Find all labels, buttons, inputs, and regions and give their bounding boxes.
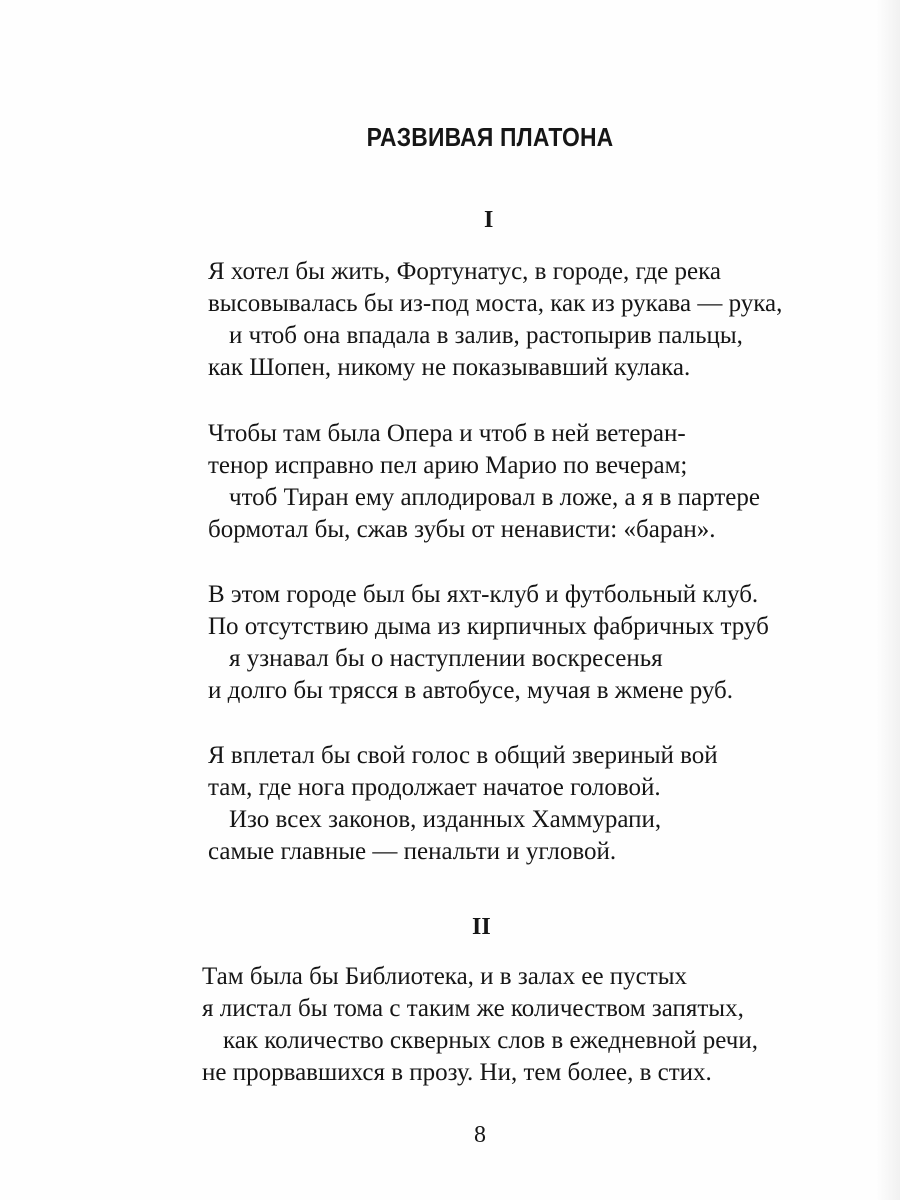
verse-line: я узнавал бы о наступлении воскресенья <box>229 645 663 672</box>
verse-line: Я вплетал бы свой голос в общий звериный вой <box>208 742 718 769</box>
page-number: 8 <box>474 1122 486 1148</box>
verse-line: и чтоб она впадала в залив, растопырив пальцы, <box>229 322 743 349</box>
verse-line: не прорвавшихся в прозу. Ни, тем более, в стих. <box>202 1059 712 1086</box>
verse-line: и долго бы трясся в автобусе, мучая в жмене руб. <box>208 677 734 704</box>
verse-line: По отсутствию дыма из кирпичных фабричных труб <box>208 613 769 640</box>
stanza-4 <box>208 740 828 868</box>
verse-line: Чтобы там была Опера и чтоб в ней ветеран- <box>208 420 686 447</box>
verse-line: там, где нога продолжает начатое головой. <box>208 774 661 801</box>
page-spine-shadow <box>876 0 900 1200</box>
stanza-1 <box>208 256 828 384</box>
stanza-5 <box>202 961 822 1089</box>
verse-line: тенор исправно пел арию Марио по вечерам; <box>208 452 688 479</box>
verse-line: высовывалась бы из-под моста, как из рукава — рука, <box>208 290 783 317</box>
verse-line: Я хотел бы жить, Фортунатус, в городе, где река <box>208 258 721 285</box>
section-number-2: II <box>472 914 491 940</box>
verse-line: Изо всех законов, изданных Хаммурапи, <box>229 806 662 833</box>
verse-line: как количество скверных слов в ежедневной речи, <box>223 1027 758 1054</box>
verse-line: как Шопен, никому не показывавший кулака. <box>208 354 691 381</box>
verse-line: самые главные — пенальти и угловой. <box>208 838 617 865</box>
verse-line: я листал бы тома с таким же количеством запятых, <box>202 995 744 1022</box>
verse-line: В этом городе был бы яхт-клуб и футбольный клуб. <box>208 581 759 608</box>
stanza-2 <box>208 418 828 546</box>
stanza-3 <box>208 579 828 707</box>
verse-line: Там была бы Библиотека, и в залах ее пустых <box>202 963 687 990</box>
section-number-1: I <box>484 207 494 233</box>
verse-line: бормотал бы, сжав зубы от ненависти: «баран». <box>208 516 716 543</box>
verse-line: чтоб Тиран ему аплодировал в ложе, а я в партере <box>229 484 760 511</box>
poem-title: РАЗВИВАЯ ПЛАТОНА <box>366 122 614 152</box>
